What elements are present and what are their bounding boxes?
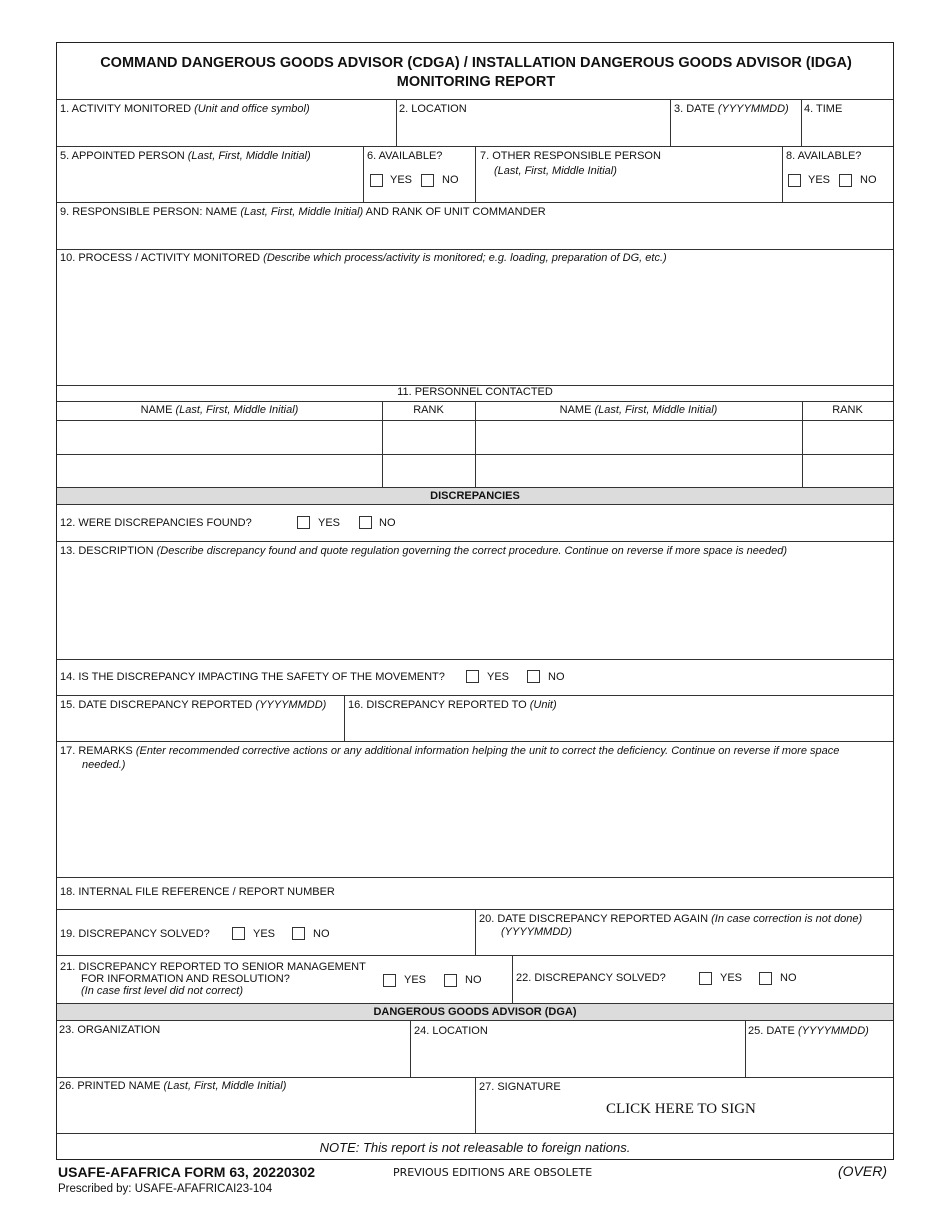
divider	[57, 541, 893, 542]
monitoring-report-form	[56, 42, 894, 1160]
divider	[782, 146, 783, 202]
field-9-label	[60, 206, 546, 219]
divider	[57, 955, 893, 956]
responsible-person-input[interactable]	[60, 221, 888, 246]
field-21-label-cont: FOR INFORMATION AND RESOLUTION?	[81, 973, 290, 985]
divider	[512, 955, 513, 1003]
time-input[interactable]	[804, 118, 890, 143]
field-5-text: 5. APPOINTED PERSON	[60, 150, 185, 162]
name-column-header-1	[57, 404, 382, 417]
field-25-text: 25. DATE	[748, 1025, 795, 1037]
reported-to-input[interactable]	[348, 714, 888, 738]
yes-label: YES	[318, 517, 341, 529]
field-11-label: 11. PERSONNEL CONTACTED	[397, 386, 553, 398]
name-col-text: NAME	[140, 404, 173, 416]
name-col-hint: (Last, First, Middle Initial)	[594, 404, 718, 416]
field-9-hint: (Last, First, Middle Initial)	[240, 206, 364, 218]
field-3-text: 3. DATE	[674, 103, 715, 115]
divider	[475, 1077, 476, 1133]
field-20-text: 20. DATE DISCREPANCY REPORTED AGAIN	[479, 913, 709, 925]
field-25-hint: (YYYYMMDD)	[797, 1025, 869, 1037]
name-col-text: NAME	[559, 404, 592, 416]
activity-monitored-input[interactable]	[60, 118, 392, 143]
dga-date-input[interactable]	[748, 1040, 890, 1074]
divider	[57, 1133, 893, 1134]
divider	[363, 146, 364, 202]
name-column-header-2	[475, 404, 802, 417]
discrepancies-section-header: DISCREPANCIES	[57, 488, 893, 504]
field-1-label	[60, 103, 310, 116]
obsolete-notice: PREVIOUS EDITIONS ARE OBSOLETE	[393, 1166, 593, 1179]
personnel-name-input[interactable]	[477, 422, 800, 453]
field-15-label	[60, 699, 326, 712]
no-label: NO	[313, 928, 330, 940]
field-16-hint: (Unit)	[529, 699, 557, 711]
name-col-hint: (Last, First, Middle Initial)	[175, 404, 299, 416]
field-16-text: 16. DISCREPANCY REPORTED TO	[348, 699, 527, 711]
field-13-label	[60, 545, 787, 558]
field-27-label: 27. SIGNATURE	[479, 1081, 561, 1093]
solved-19-yes-checkbox[interactable]	[232, 927, 245, 940]
senior-mgmt-no-checkbox[interactable]	[444, 974, 457, 987]
divider	[57, 249, 893, 250]
field-17-hint-cont: needed.)	[82, 759, 126, 771]
divider	[57, 504, 893, 505]
field-19-label: 19. DISCREPANCY SOLVED?	[60, 928, 210, 940]
date-input[interactable]	[674, 118, 798, 143]
field-20-hint: (In case correction is not done)	[711, 913, 863, 925]
remarks-textarea[interactable]	[60, 775, 888, 875]
divider	[475, 401, 476, 487]
dga-section-header: DANGEROUS GOODS ADVISOR (DGA)	[57, 1004, 893, 1020]
field-8-label: 8. AVAILABLE?	[786, 150, 862, 162]
field-20-hint-date: (YYYYMMDD)	[501, 926, 572, 938]
field-17-text: 17. REMARKS	[60, 745, 133, 757]
printed-name-input[interactable]	[59, 1096, 471, 1130]
yes-label: YES	[487, 671, 510, 683]
divider	[344, 695, 345, 741]
divider	[57, 1020, 893, 1021]
field-24-label: 24. LOCATION	[414, 1025, 488, 1037]
personnel-rank-input[interactable]	[384, 422, 473, 453]
discrepancies-found-no-checkbox[interactable]	[359, 516, 372, 529]
solved-19-no-checkbox[interactable]	[292, 927, 305, 940]
organization-input[interactable]	[59, 1040, 406, 1074]
field-4-label: 4. TIME	[804, 103, 843, 115]
personnel-name-input[interactable]	[477, 456, 800, 485]
field-15-text: 15. DATE DISCREPANCY REPORTED	[60, 699, 253, 711]
field-9-text: 9. RESPONSIBLE PERSON: NAME	[60, 206, 238, 218]
field-13-text: 13. DESCRIPTION	[60, 545, 154, 557]
available-8-no-checkbox[interactable]	[839, 174, 852, 187]
form-title-line1: COMMAND DANGEROUS GOODS ADVISOR (CDGA) / INSTALLATION DANGEROUS GOODS ADVISOR (IDGA)	[100, 55, 852, 71]
divider	[801, 99, 802, 146]
field-26-text: 26. PRINTED NAME	[59, 1080, 161, 1092]
safety-impact-yes-checkbox[interactable]	[466, 670, 479, 683]
field-5-label	[60, 150, 311, 163]
field-10-text: 10. PROCESS / ACTIVITY MONITORED	[60, 252, 261, 264]
personnel-name-input[interactable]	[59, 422, 380, 453]
field-23-label: 23. ORGANIZATION	[59, 1024, 161, 1036]
prescribed-by: Prescribed by: USAFE-AFAFRICAI23-104	[58, 1183, 273, 1195]
form-identifier: USAFE-AFAFRICA FORM 63, 20220302	[58, 1164, 315, 1180]
field-21-label: 21. DISCREPANCY REPORTED TO SENIOR MANAGEMENT	[60, 961, 366, 973]
divider	[57, 659, 893, 660]
rank-column-header-2: RANK	[832, 404, 863, 416]
no-label: NO	[442, 174, 459, 186]
field-1-text: 1. ACTIVITY MONITORED	[60, 103, 192, 115]
divider	[57, 741, 893, 742]
field-7-label: 7. OTHER RESPONSIBLE PERSON	[480, 150, 661, 162]
rank-column-header-1: RANK	[413, 404, 444, 416]
file-reference-input[interactable]	[347, 881, 887, 906]
no-label: NO	[860, 174, 877, 186]
form-title-line2: MONITORING REPORT	[396, 74, 556, 90]
personnel-name-input[interactable]	[59, 456, 380, 485]
releasability-note: NOTE: This report is not releasable to foreign nations.	[319, 1140, 631, 1155]
divider	[475, 909, 476, 955]
no-label: NO	[780, 972, 797, 984]
field-20-label	[479, 913, 862, 926]
field-3-hint: (YYYYMMDD)	[717, 103, 789, 115]
yes-label: YES	[808, 174, 831, 186]
solved-22-yes-checkbox[interactable]	[699, 972, 712, 985]
click-to-sign-button[interactable]: CLICK HERE TO SIGN	[606, 1101, 756, 1117]
no-label: NO	[379, 517, 396, 529]
field-22-label: 22. DISCREPANCY SOLVED?	[516, 972, 666, 984]
field-1-hint: (Unit and office symbol)	[194, 103, 310, 115]
field-21-hint: (In case first level did not correct)	[81, 985, 244, 997]
field-17-hint: (Enter recommended corrective actions or any additional information helping the unit to correct the deficiency. Continue on reverse if more space	[135, 745, 840, 757]
field-7-hint: (Last, First, Middle Initial)	[494, 165, 617, 177]
field-9-text-post: AND RANK OF UNIT COMMANDER	[365, 206, 546, 218]
dga-location-input[interactable]	[414, 1040, 742, 1074]
field-6-label: 6. AVAILABLE?	[367, 150, 443, 162]
available-6-yes-checkbox[interactable]	[370, 174, 383, 187]
field-18-label: 18. INTERNAL FILE REFERENCE / REPORT NUMBER	[60, 886, 335, 898]
divider	[396, 99, 397, 146]
field-3-label	[674, 103, 789, 116]
yes-label: YES	[253, 928, 276, 940]
no-label: NO	[548, 671, 565, 683]
process-activity-textarea[interactable]	[60, 268, 888, 383]
field-26-hint: (Last, First, Middle Initial)	[163, 1080, 287, 1092]
divider	[802, 401, 803, 487]
divider	[57, 695, 893, 696]
divider	[57, 877, 893, 878]
field-13-hint: (Describe discrepancy found and quote regulation governing the correct procedure. Continue on reverse if more space is needed)	[156, 545, 788, 557]
field-17-label	[60, 745, 839, 758]
divider	[57, 202, 893, 203]
personnel-rank-input[interactable]	[384, 456, 473, 485]
discrepancies-found-yes-checkbox[interactable]	[297, 516, 310, 529]
description-textarea[interactable]	[60, 561, 888, 657]
yes-label: YES	[404, 974, 427, 986]
field-5-hint: (Last, First, Middle Initial)	[187, 150, 311, 162]
field-26-label	[59, 1080, 286, 1093]
solved-22-no-checkbox[interactable]	[759, 972, 772, 985]
divider	[475, 146, 476, 202]
safety-impact-no-checkbox[interactable]	[527, 670, 540, 683]
over-indicator: (OVER)	[838, 1163, 887, 1179]
field-16-label	[348, 699, 557, 712]
field-2-label: 2. LOCATION	[399, 103, 467, 115]
field-15-hint: (YYYYMMDD)	[255, 699, 327, 711]
available-8-yes-checkbox[interactable]	[788, 174, 801, 187]
field-10-label	[60, 252, 667, 265]
date-reported-input[interactable]	[60, 714, 340, 738]
location-input[interactable]	[399, 118, 667, 143]
personnel-rank-input[interactable]	[804, 456, 891, 485]
available-6-no-checkbox[interactable]	[421, 174, 434, 187]
yes-label: YES	[390, 174, 413, 186]
divider	[410, 1020, 411, 1077]
senior-mgmt-yes-checkbox[interactable]	[383, 974, 396, 987]
yes-label: YES	[720, 972, 743, 984]
no-label: NO	[465, 974, 482, 986]
divider	[745, 1020, 746, 1077]
divider	[670, 99, 671, 146]
divider	[382, 401, 383, 487]
field-25-label	[748, 1025, 869, 1038]
personnel-rank-input[interactable]	[804, 422, 891, 453]
divider	[57, 99, 893, 100]
date-reported-again-input[interactable]	[617, 927, 887, 951]
field-10-hint: (Describe which process/activity is monitored; e.g. loading, preparation of DG, etc.)	[263, 252, 667, 264]
field-14-label: 14. IS THE DISCREPANCY IMPACTING THE SAFETY OF THE MOVEMENT?	[60, 671, 445, 683]
field-12-label: 12. WERE DISCREPANCIES FOUND?	[60, 517, 252, 529]
